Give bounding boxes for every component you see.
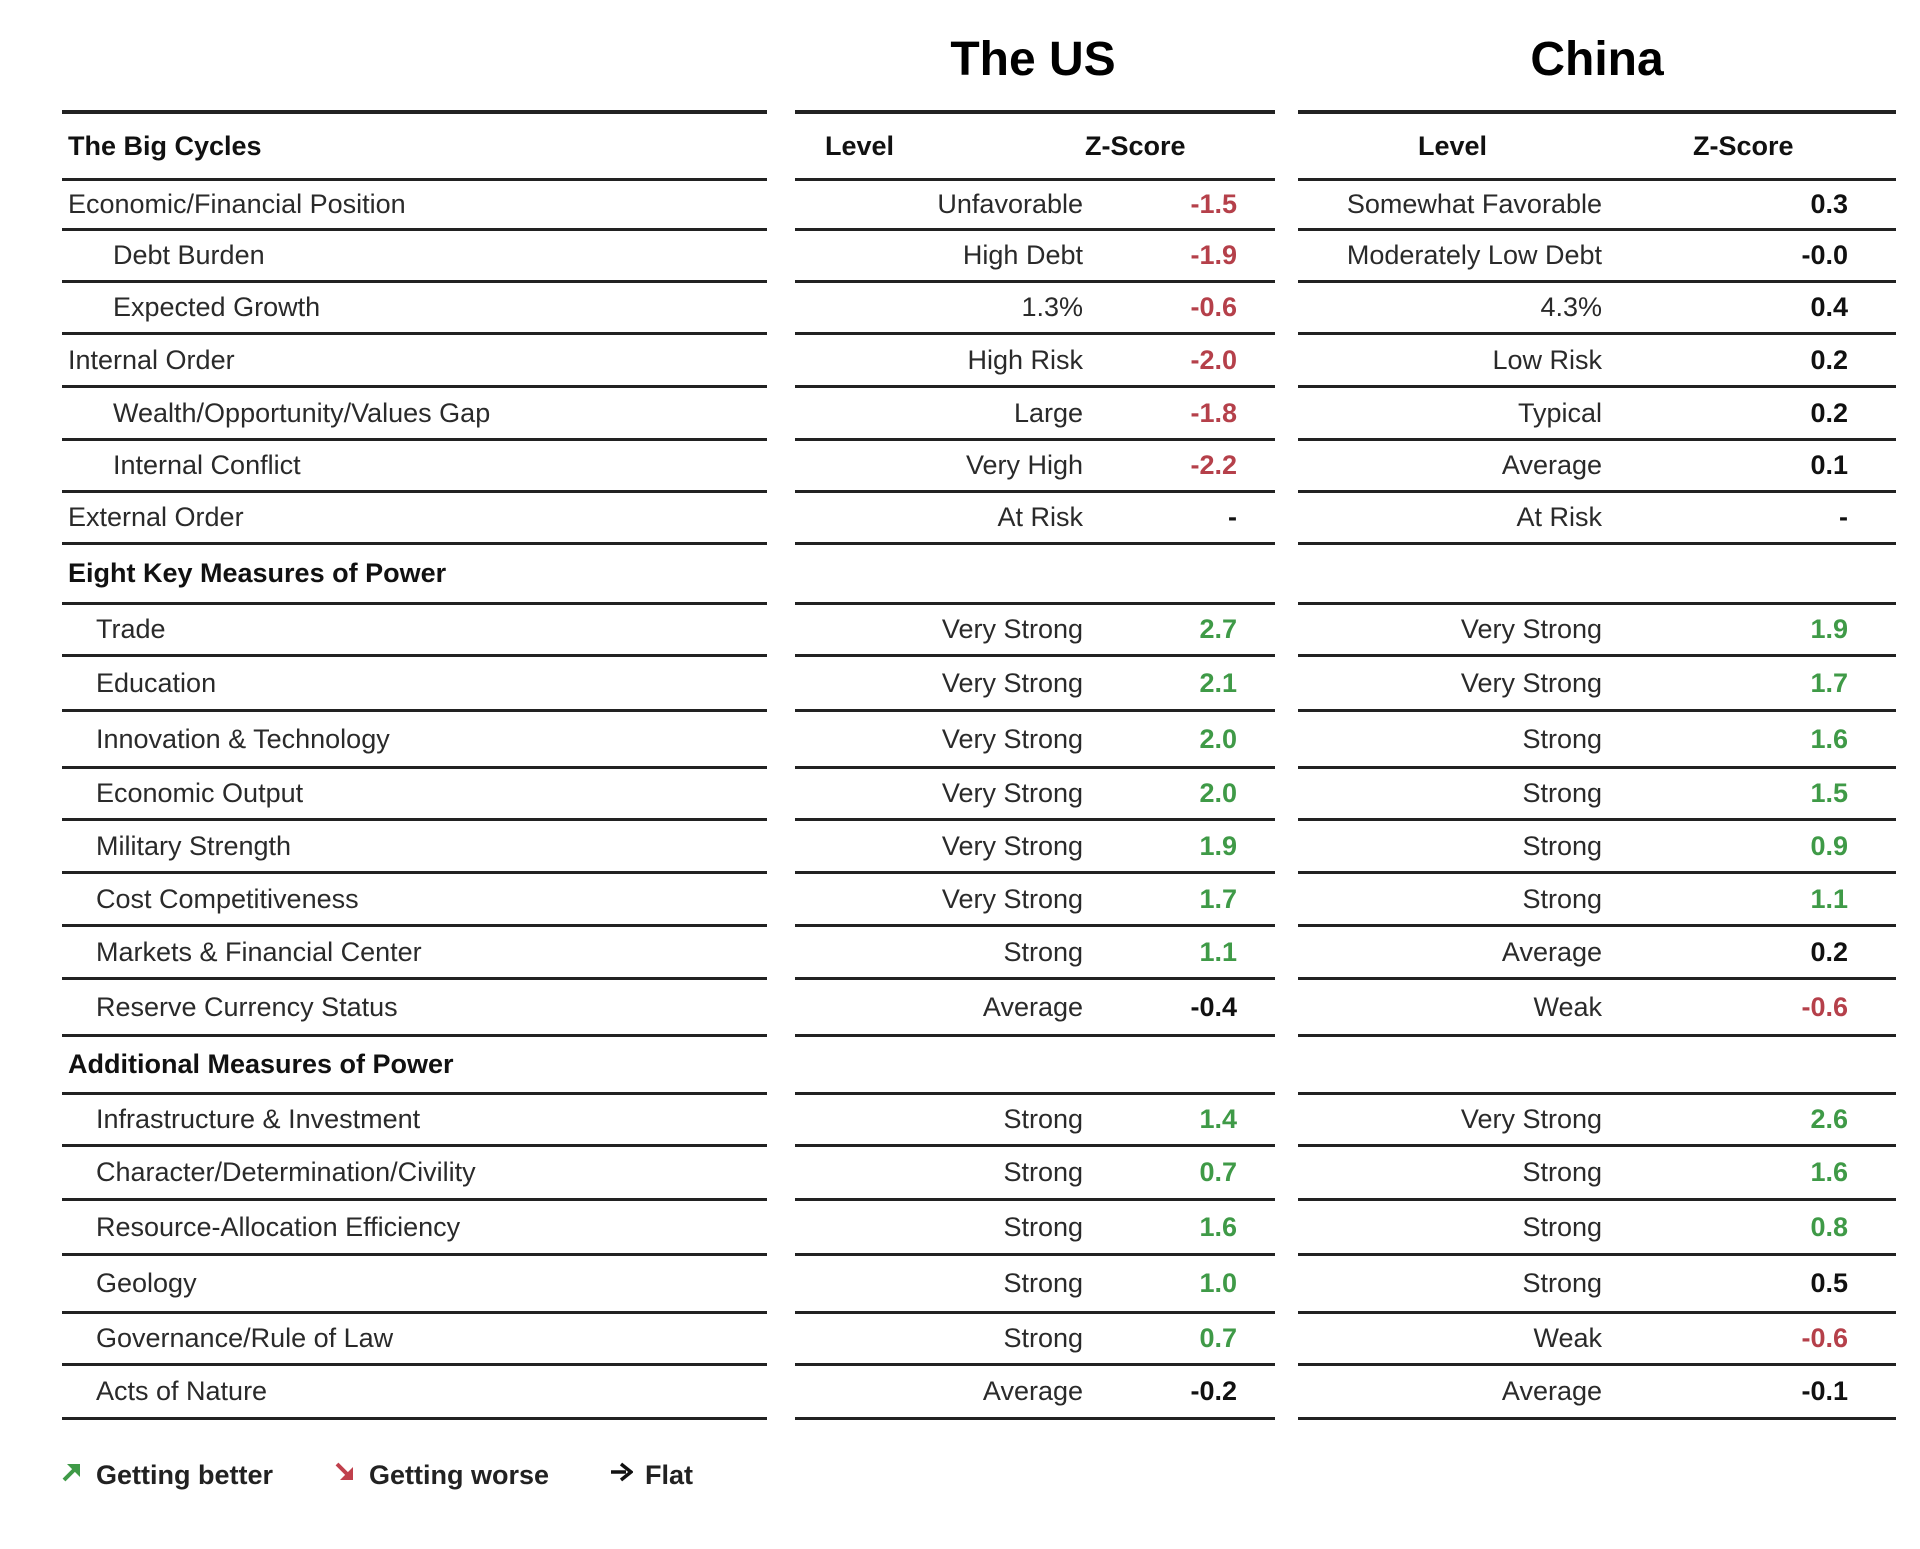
us-level-value: Strong [1003,1211,1083,1242]
additional-section [62,1037,767,1095]
cn-level-value: Low Risk [1492,344,1602,375]
table-row [1298,1201,1896,1256]
arrow-right-icon [609,1460,645,1491]
table-row [795,283,1275,335]
legend-item [60,1460,273,1491]
table-row [62,1095,767,1147]
additional-section-title: Additional Measures of Power [68,1049,454,1079]
us-level-value: Strong [1003,936,1083,967]
us-level-value: Strong [1003,1268,1083,1298]
header-row [62,110,767,181]
us-level-value: Very Strong [941,667,1083,698]
cn-zscore-value: 0.9 [1810,830,1848,861]
us-zscore-value: 0.7 [1199,1323,1237,1353]
us-zscore-value: -1.9 [1190,240,1237,270]
table-row [795,181,1275,231]
cn-level-value: Strong [1522,723,1602,754]
table-row [62,712,767,769]
row-label: External Order [68,502,244,532]
row-label: Economic Output [96,778,304,808]
us-level-value: Very Strong [941,723,1083,754]
us-level-value: At Risk [997,502,1083,532]
row-label: Education [96,667,217,698]
us-level-value: Very Strong [941,830,1083,861]
eight-key-section [62,545,767,605]
table-row [1298,1314,1896,1366]
table-row [795,1201,1275,1256]
us-zscore-value: 1.6 [1199,1211,1237,1242]
row-label: Internal Conflict [113,450,301,480]
row-label: Infrastructure & Investment [96,1104,421,1134]
cn-level-value: Average [1501,1376,1602,1406]
cn-zscore-value: 0.2 [1810,344,1848,375]
us-zscore-value: -2.2 [1190,450,1237,480]
us-zscore-value: 2.7 [1199,614,1237,644]
cn-level-value: Very Strong [1460,667,1602,698]
us-zscore-value: 2.0 [1199,723,1237,754]
table-row [1298,1366,1896,1420]
arrow-down-right-icon [333,1460,369,1491]
table-row [1298,657,1896,712]
row-label: Internal Order [68,344,235,375]
table-row [795,605,1275,657]
cn-zscore-value: 0.2 [1810,397,1848,428]
us-zscore-value: -0.4 [1190,991,1237,1022]
row-label: Debt Burden [113,240,265,270]
china-title: China [1530,33,1664,86]
us-level-value: Average [982,991,1083,1022]
table-row [62,1314,767,1366]
cn-zscore-value: -0.6 [1801,991,1848,1022]
us-zscore-value: 1.0 [1199,1268,1237,1298]
us-zscore-value: -2.0 [1190,344,1237,375]
labels-column [62,110,767,1420]
us-level-value: 1.3% [1021,292,1083,322]
row-label: Cost Competitiveness [96,883,359,914]
us-level-value: Unfavorable [937,189,1083,219]
table-row [795,1314,1275,1366]
eight-key-section-spacer [1298,545,1896,605]
cn-zscore-value: 0.4 [1810,292,1848,322]
us-level-value: High Risk [967,344,1083,375]
eight-key-section-spacer [795,545,1275,605]
us-level-header: Level [825,130,895,161]
us-zscore-value: 2.1 [1199,667,1237,698]
cn-zscore-value: -0.0 [1801,240,1848,270]
us-level-value: Very Strong [941,883,1083,914]
table-row [1298,769,1896,821]
table-row [62,283,767,335]
additional-section-spacer [1298,1037,1896,1095]
table-row [62,493,767,545]
legend-label: Flat [645,1460,694,1490]
table-row [62,657,767,712]
table-row [62,874,767,927]
cn-level-value: 4.3% [1540,292,1602,322]
cn-zscore-value: 0.8 [1810,1211,1848,1242]
table-row [1298,231,1896,283]
cn-level-value: Very Strong [1460,1104,1602,1134]
table-row [1298,1095,1896,1147]
row-label: Military Strength [96,830,292,861]
arrow-up-right-icon [60,1460,96,1491]
row-label: Expected Growth [113,292,321,322]
cn-level-value: Strong [1522,883,1602,914]
table-row [62,335,767,388]
us-zscore-value: 2.0 [1199,778,1237,808]
us-zscore-value: 1.7 [1199,883,1237,914]
cn-level-value: At Risk [1516,502,1602,532]
us-zscore-value: -0.6 [1190,292,1237,322]
us-zscore-value: - [1228,502,1237,532]
table-row [795,231,1275,283]
row-label: Geology [96,1268,197,1298]
cn-level-value: Very Strong [1460,614,1602,644]
cn-level-value: Typical [1517,397,1602,428]
us-zscore-value: 1.4 [1199,1104,1237,1134]
cn-zscore-value: 1.9 [1810,614,1848,644]
us-level-value: Average [982,1376,1083,1406]
us-level-value: Very Strong [941,778,1083,808]
table-row [795,1366,1275,1420]
table-row [795,712,1275,769]
us-zscore-value: 1.1 [1199,936,1237,967]
us-title: The US [950,33,1116,86]
cn-level-value: Strong [1522,1157,1602,1187]
table-row [62,1256,767,1314]
table-row [1298,335,1896,388]
big-cycles-header: The Big Cycles [68,130,262,161]
legend-label: Getting worse [369,1460,550,1490]
table-row [1298,821,1896,874]
table-row [795,874,1275,927]
table-row [795,927,1275,980]
table-row [1298,874,1896,927]
additional-section-spacer [795,1037,1275,1095]
table-row [1298,388,1896,441]
table-row [795,1147,1275,1201]
us-zscore-value: 0.7 [1199,1157,1237,1187]
legend [60,1460,753,1491]
us-zscore-header: Z-Score [1085,130,1186,161]
cn-zscore-value: 1.5 [1810,778,1848,808]
us-header-row [795,110,1275,181]
us-level-value: Strong [1003,1323,1083,1353]
cn-level-value: Strong [1522,1211,1602,1242]
table-row [62,1147,767,1201]
eight-key-section-title: Eight Key Measures of Power [68,558,447,588]
table-row [1298,1147,1896,1201]
row-label: Character/Determination/Civility [96,1157,476,1187]
us-level-value: Very Strong [941,614,1083,644]
table-row [795,657,1275,712]
cn-zscore-value: 1.7 [1810,667,1848,698]
table-row [62,181,767,231]
cn-zscore-value: -0.1 [1801,1376,1848,1406]
table-row [62,821,767,874]
table-row [62,769,767,821]
table-row [795,769,1275,821]
china-header-row [1298,110,1896,181]
table-row [1298,181,1896,231]
cn-level-value: Weak [1533,991,1602,1022]
table-row [1298,927,1896,980]
us-column [795,110,1275,1420]
us-zscore-value: -1.5 [1190,189,1237,219]
cn-zscore-value: - [1839,502,1848,532]
legend-item [333,1460,549,1491]
table-row [1298,1256,1896,1314]
us-zscore-value: -0.2 [1190,1376,1237,1406]
us-level-value: Strong [1003,1157,1083,1187]
table-row [62,388,767,441]
cn-zscore-value: 0.5 [1810,1268,1848,1298]
row-label: Reserve Currency Status [96,991,398,1022]
table-row [62,1201,767,1256]
legend-label: Getting better [96,1460,274,1490]
row-label: Resource-Allocation Efficiency [96,1211,461,1242]
cn-level-value: Average [1501,450,1602,480]
table-row [795,441,1275,493]
china-zscore-header: Z-Score [1693,130,1794,161]
cn-zscore-value: 0.3 [1810,189,1848,219]
cn-zscore-value: 2.6 [1810,1104,1848,1134]
row-label: Governance/Rule of Law [96,1323,394,1353]
china-level-header: Level [1418,130,1488,161]
cn-level-value: Average [1501,936,1602,967]
cn-zscore-value: 0.1 [1810,450,1848,480]
us-zscore-value: -1.8 [1190,397,1237,428]
cn-zscore-value: 0.2 [1810,936,1848,967]
row-label: Innovation & Technology [96,723,390,754]
china-column [1298,110,1896,1420]
us-level-value: Very High [965,450,1083,480]
table-row [1298,605,1896,657]
table-row [795,1256,1275,1314]
row-label: Trade [96,614,166,644]
cn-level-value: Strong [1522,778,1602,808]
cn-level-value: Strong [1522,830,1602,861]
table-row [795,1095,1275,1147]
cn-level-value: Weak [1533,1323,1602,1353]
cn-zscore-value: 1.6 [1810,1157,1848,1187]
cn-zscore-value: 1.6 [1810,723,1848,754]
us-level-value: Strong [1003,1104,1083,1134]
table-row [795,388,1275,441]
legend-item [609,1460,693,1491]
table-row [62,441,767,493]
row-label: Economic/Financial Position [68,189,406,219]
cn-zscore-value: -0.6 [1801,1323,1848,1353]
table-row [795,493,1275,545]
row-label: Acts of Nature [96,1376,268,1406]
table-row [62,605,767,657]
table-row [795,335,1275,388]
us-zscore-value: 1.9 [1199,830,1237,861]
table-row [795,980,1275,1037]
table-row [795,821,1275,874]
us-level-value: Large [1013,397,1083,428]
cn-level-value: Strong [1522,1268,1602,1298]
table-row [1298,493,1896,545]
table-row [62,231,767,283]
cn-level-value: Somewhat Favorable [1346,189,1602,219]
table-row [62,1366,767,1420]
row-label: Markets & Financial Center [96,936,422,967]
table-row [62,980,767,1037]
cn-level-value: Moderately Low Debt [1346,240,1602,270]
table-row [1298,980,1896,1037]
table-row [1298,283,1896,335]
us-level-value: High Debt [962,240,1083,270]
cn-zscore-value: 1.1 [1810,883,1848,914]
table-row [62,927,767,980]
table-row [1298,441,1896,493]
row-label: Wealth/Opportunity/Values Gap [113,397,491,428]
table-row [1298,712,1896,769]
